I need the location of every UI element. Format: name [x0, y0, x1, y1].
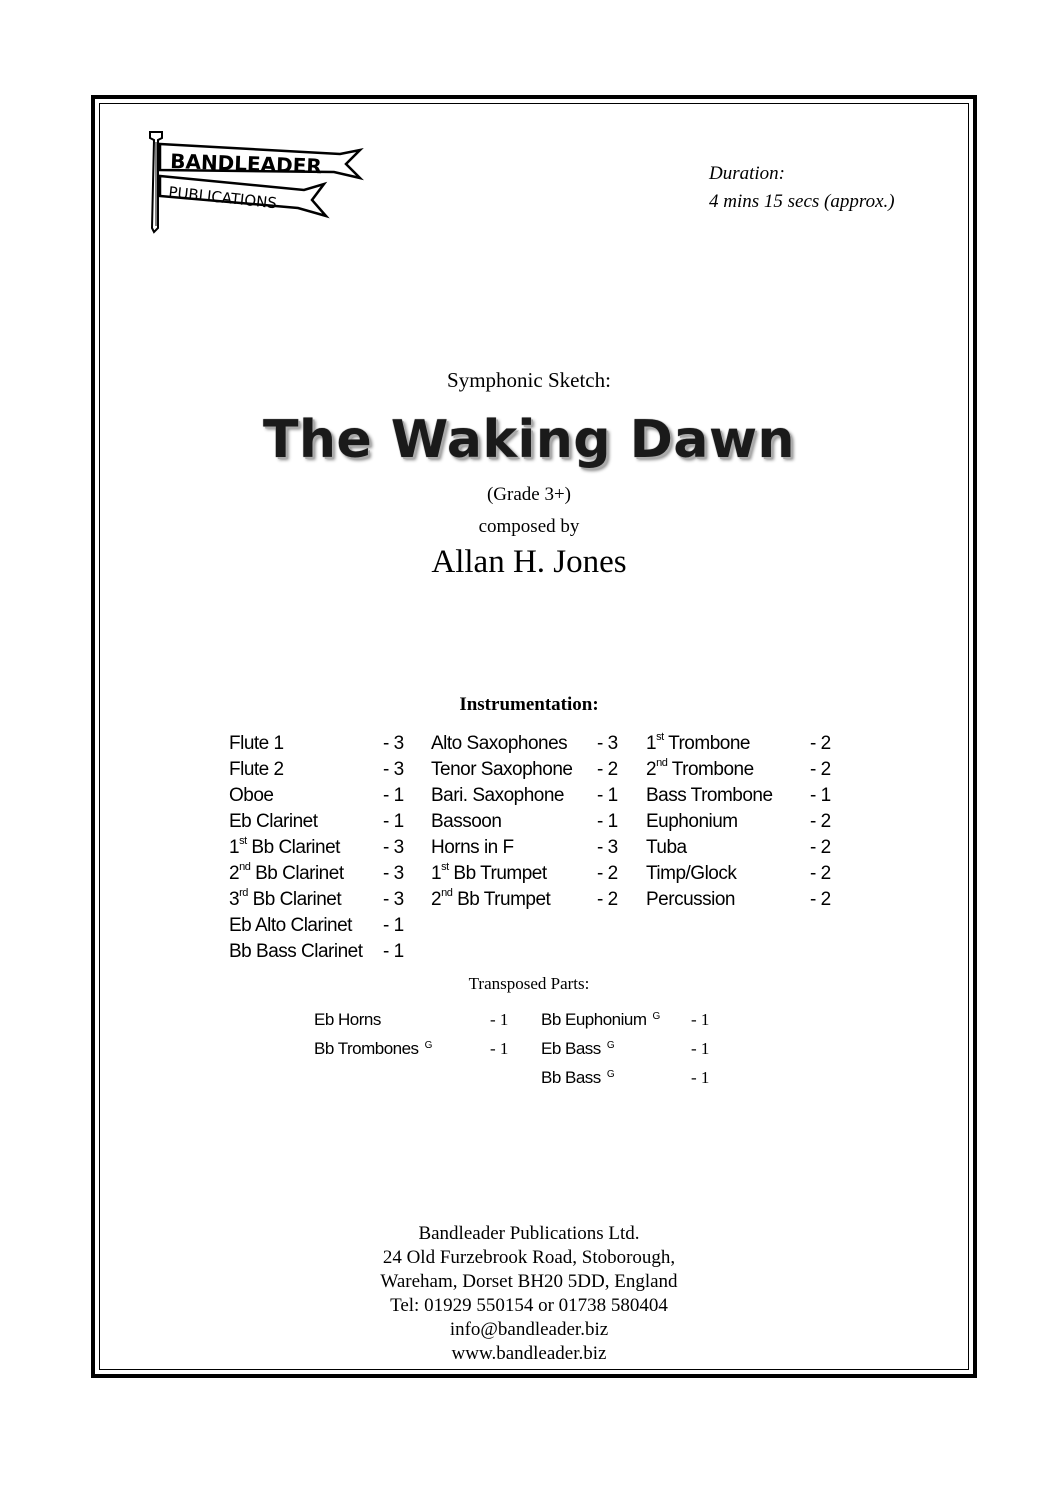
instrument-count: - 2	[810, 733, 831, 754]
ordinal-number: 2	[229, 863, 240, 884]
instrument-name	[431, 887, 550, 913]
instrument-row	[431, 835, 631, 861]
ordinal-suffix: st	[656, 730, 664, 743]
ordinal-suffix: nd	[656, 756, 668, 769]
instrument-row	[431, 731, 631, 757]
instrument-row	[229, 939, 419, 965]
instrument-count: - 1	[383, 941, 404, 962]
instrument-row	[646, 731, 846, 757]
transposed-label: Eb Horns	[314, 1010, 381, 1029]
transposed-count: - 1	[691, 1010, 710, 1029]
instrument-count: - 2	[810, 863, 831, 884]
instrumentation-heading: Instrumentation:	[459, 694, 599, 715]
duration-label: Duration:	[709, 163, 785, 184]
transposed-part-name	[314, 1005, 381, 1034]
instrument-label: Bb Clarinet	[250, 863, 344, 884]
transposed-part-name	[541, 1034, 614, 1066]
publisher-name: Bandleader Publications Ltd.	[418, 1223, 640, 1244]
transposed-count: - 1	[490, 1039, 509, 1058]
instrument-name	[229, 783, 273, 809]
instrument-name	[431, 809, 501, 835]
instrument-label: Oboe	[229, 785, 274, 806]
bandleader-logo	[128, 128, 368, 238]
telephone: Tel: 01929 550154 or 01738 580404	[390, 1295, 668, 1316]
instrument-row	[431, 861, 631, 887]
instrument-row	[431, 783, 631, 809]
composer-name: Allan H. Jones	[431, 544, 627, 580]
instrument-name	[229, 913, 352, 939]
clef-mark: G	[652, 1011, 660, 1022]
instrument-count: - 2	[597, 863, 618, 884]
instrument-label: Bb Bass Clarinet	[229, 941, 363, 962]
instrument-row	[646, 783, 846, 809]
instrument-label: Flute 2	[229, 759, 284, 780]
transposed-row	[541, 1063, 721, 1092]
instrument-row	[431, 757, 631, 783]
instrument-row	[646, 809, 846, 835]
instrument-name	[229, 809, 318, 835]
transposed-column-1	[314, 1005, 524, 1063]
publisher-address	[0, 1222, 1058, 1366]
transposed-heading: Transposed Parts:	[468, 974, 590, 993]
instrument-label: Flute 1	[229, 733, 284, 754]
instrument-name	[431, 861, 547, 887]
clef-mark: G	[606, 1040, 615, 1051]
ordinal-suffix: nd	[239, 860, 251, 873]
instrument-name	[646, 783, 773, 809]
ordinal-suffix: st	[239, 834, 247, 847]
transposed-row	[314, 1005, 524, 1034]
instrument-name	[646, 809, 738, 835]
transposed-label: Bb Euphonium	[541, 1010, 647, 1029]
instrument-name	[646, 861, 736, 887]
clef-mark: G	[606, 1069, 615, 1080]
instrument-row	[646, 835, 846, 861]
instrument-label: Bass Trombone	[646, 785, 773, 806]
instrument-count: - 3	[383, 837, 404, 858]
instrument-row	[646, 757, 846, 783]
transposed-column-2	[541, 1005, 721, 1092]
instrument-label: Percussion	[646, 889, 735, 910]
instrument-count: - 1	[597, 811, 618, 832]
instrument-row	[431, 809, 631, 835]
instrument-label: Timp/Glock	[646, 863, 737, 884]
instrument-row	[229, 913, 419, 939]
instrument-label: Bari. Saxophone	[431, 785, 564, 806]
instrument-row	[229, 783, 419, 809]
address-line-1: 24 Old Furzebrook Road, Stoborough,	[382, 1247, 676, 1268]
transposed-part-name	[541, 1063, 614, 1095]
instrument-label: Alto Saxophones	[431, 733, 568, 754]
ordinal-number: 1	[229, 837, 240, 858]
instrument-count: - 3	[383, 863, 404, 884]
subtitle: Symphonic Sketch:	[447, 368, 611, 392]
instrument-count: - 2	[810, 889, 831, 910]
instrument-count: - 1	[383, 811, 404, 832]
instrument-row	[646, 861, 846, 887]
transposed-label: Bb Bass	[541, 1068, 601, 1087]
instrument-count: - 3	[383, 889, 404, 910]
ordinal-number: 3	[229, 889, 240, 910]
instrument-row	[229, 809, 419, 835]
transposed-label: Eb Bass	[541, 1039, 601, 1058]
instrument-column-3	[646, 731, 846, 913]
instrument-name	[229, 861, 344, 887]
instrument-label: Eb Clarinet	[229, 811, 318, 832]
instrument-label: Bb Trumpet	[448, 863, 547, 884]
instrument-count: - 1	[810, 785, 831, 806]
instrument-name	[646, 887, 735, 913]
transposed-count: - 1	[691, 1068, 710, 1087]
instrument-row	[431, 887, 631, 913]
transposed-count: - 1	[490, 1010, 509, 1029]
instrument-count: - 2	[810, 837, 831, 858]
instrument-row	[646, 887, 846, 913]
instrument-name	[431, 835, 514, 861]
transposed-row	[314, 1034, 524, 1063]
piece-title: The Waking Dawn	[262, 410, 796, 470]
instrument-count: - 1	[597, 785, 618, 806]
instrument-row	[229, 835, 419, 861]
grade: (Grade 3+)	[486, 484, 572, 505]
transposed-part-name	[314, 1034, 432, 1066]
ordinal-number: 2	[431, 889, 442, 910]
instrument-column-1	[229, 731, 419, 965]
address-line-2: Wareham, Dorset BH20 5DD, England	[380, 1271, 678, 1292]
instrument-count: - 2	[597, 889, 618, 910]
instrument-count: - 3	[383, 733, 404, 754]
ordinal-number: 2	[646, 759, 657, 780]
instrument-row	[229, 887, 419, 913]
instrument-label: Tuba	[646, 837, 687, 858]
transposed-part-name	[541, 1005, 660, 1037]
instrument-label: Bb Trumpet	[452, 889, 551, 910]
duration-value: 4 mins 15 secs (approx.)	[709, 191, 895, 212]
instrument-name	[431, 731, 567, 757]
ordinal-number: 1	[431, 863, 442, 884]
instrument-count: - 3	[383, 759, 404, 780]
instrument-count: - 3	[597, 837, 618, 858]
instrument-label: Bb Clarinet	[246, 837, 340, 858]
instrument-label: Eb Alto Clarinet	[229, 915, 352, 936]
ordinal-number: 1	[646, 733, 657, 754]
ordinal-suffix: nd	[441, 886, 453, 899]
duration-block	[709, 160, 895, 216]
clef-mark: G	[424, 1040, 432, 1051]
instrument-name	[646, 835, 687, 861]
instrument-count: - 2	[597, 759, 618, 780]
instrument-label: Horns in F	[431, 837, 514, 858]
instrument-name	[229, 835, 340, 861]
instrument-count: - 1	[383, 915, 404, 936]
instrument-column-2	[431, 731, 631, 913]
svg-text:PUBLICATIONS: PUBLICATIONS	[167, 183, 278, 213]
instrument-row	[229, 757, 419, 783]
instrument-name	[229, 887, 341, 913]
instrument-row	[229, 861, 419, 887]
instrument-name	[431, 757, 572, 783]
instrument-count: - 3	[597, 733, 618, 754]
transposed-row	[541, 1034, 721, 1063]
instrument-row	[229, 731, 419, 757]
instrument-label: Bassoon	[431, 811, 502, 832]
ordinal-suffix: rd	[239, 886, 248, 899]
instrument-name	[229, 757, 284, 783]
instrument-count: - 2	[810, 759, 831, 780]
instrument-count: - 2	[810, 811, 831, 832]
instrument-count: - 1	[383, 785, 404, 806]
email: info@bandleader.biz	[449, 1319, 609, 1340]
instrument-name	[646, 731, 750, 757]
instrument-name	[646, 757, 754, 783]
instrument-label: Trombone	[663, 733, 750, 754]
instrument-label: Tenor Saxophone	[431, 759, 573, 780]
instrument-label: Euphonium	[646, 811, 738, 832]
instrument-name	[431, 783, 564, 809]
ordinal-suffix: st	[441, 860, 449, 873]
composed-by: composed by	[478, 516, 580, 537]
website: www.bandleader.biz	[451, 1343, 607, 1364]
instrument-name	[229, 731, 284, 757]
svg-text:BANDLEADER: BANDLEADER	[169, 149, 323, 179]
instrument-label: Trombone	[667, 759, 754, 780]
transposed-label: Bb Trombones	[314, 1039, 419, 1058]
instrument-name	[229, 939, 363, 965]
transposed-row	[541, 1005, 721, 1034]
instrument-label: Bb Clarinet	[247, 889, 342, 910]
transposed-count: - 1	[691, 1039, 710, 1058]
